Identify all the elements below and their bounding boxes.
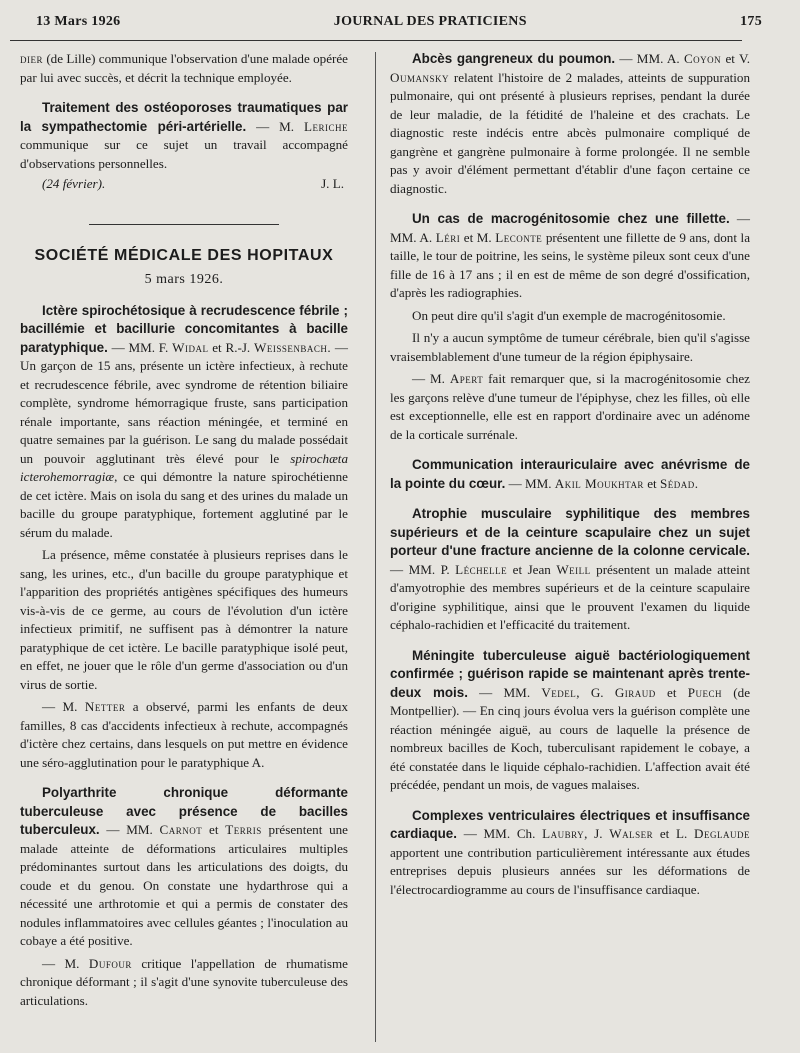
header-date: 13 Mars 1926 (36, 14, 121, 29)
macro-paragraph-2: On peut dire qu'il s'agit d'un exemple de macrogénitosomie. (412, 307, 726, 323)
column-divider (375, 52, 376, 1042)
article-polyarthrite: Polyarthrite chronique déformante tuberculeuse avec présence de bacilles tuberculeux. — MM. Carnot et Terris présentent une malade atteinte de déformations articulaires multiples prédominantes surtout dans les articulations des doigts, du coude et du genou. On constate une hydarthrose qui a nécessité une arthrotomie et qui a permis de constater des nodules inflammatoires avec cellules géantes ; l'inoculation au cobaye a été positive. (20, 785, 348, 948)
author-name: Terris (225, 822, 262, 837)
date-signature-row (20, 175, 348, 194)
author-name: Leriche (303, 118, 348, 134)
article-atrophie: Atrophie musculaire syphilitique des membres supérieurs et de la ceinture scapulaire chez un sujet porteur d'une fracture ancienne de la colonne cervicale. — MM. P. Léchelle et Jean Weill présentent un malade atteint d'amyotrophie des membres supérieurs et de la ceinture scapulaire d'origine syphilitique, ainsi que le prouvent l'examen du liquide céphalo-rachidien et l'efficacité du traitement. (390, 506, 750, 632)
author-name: Walser (609, 826, 654, 841)
article-title: Abcès gangreneux du poumon. (412, 51, 616, 66)
signature: J. L. (321, 176, 344, 191)
running-header (36, 14, 762, 40)
article-complexes: Complexes ventriculaires électriques et insuffisance cardiaque. — MM. Ch. Laubry, J. Walser et L. Deglaude apportent une contribution particulièrement intéressante aux études entreprises depuis plusieurs années sur les déformations de l'électrocardiogramme au cours de l'insuffisance cardiaque. (390, 807, 750, 897)
ictere-paragraph-3: — M. Netter a observé, parmi les enfants de deux familles, 8 cas d'accidents infectieux à rechute, accompagnés d'ictère chez certains, dans lesquels on put mettre en évidence une séro-agglutination pour le paratyphique A. (20, 699, 348, 770)
page-number: 175 (740, 14, 762, 29)
author-name: Léri (435, 229, 461, 245)
author-name: Sédad. (659, 475, 699, 491)
author-name: Deglaude (694, 826, 750, 841)
article-macrogenitosomie: Un cas de macrogénitosomie chez une fillette. — MM. A. Léri et M. Leconte présentent une fillette de 9 ans, dont la taille, le tour de poitrine, les seins, le système pileux sont ceux d'une fille de 16 à 17 ans ; il en est de même de son degré d'ossification, d'après les radiographies. (390, 211, 751, 300)
article-title: Communication interauriculaire avec anévrisme de la pointe du cœur. (390, 457, 750, 491)
journal-title: JOURNAL DES PRATICIENS (333, 14, 527, 29)
author-name: Coyon (683, 51, 722, 66)
author-name: Widal (172, 339, 209, 355)
author-name: Leconte (495, 229, 543, 245)
author-name: Vedel (541, 684, 577, 700)
article-title: Atrophie musculaire syphilitique des membres supérieurs et de la ceinture scapulaire chez un sujet porteur d'une fracture ancienne de la colonne cervicale. (390, 506, 750, 558)
macro-paragraph-3: Il n'y a aucun symptôme de tumeur cérébrale, bien qu'il s'agisse vraisemblablement d'une tumeur de la région épiphysaire. (390, 330, 750, 364)
date-note: (24 février). (42, 176, 106, 191)
author-name: Giraud (614, 684, 656, 700)
session-date: 5 mars 1926. (144, 272, 224, 287)
author-name: Weill (556, 561, 591, 577)
italic-term: spirochæta icterohemorragiæ (20, 450, 348, 484)
author-name: Léchelle (455, 561, 508, 577)
author-name: Akil Moukhtar (554, 475, 644, 491)
society-heading: SOCIÉTÉ MÉDICALE DES HOPITAUX (34, 246, 334, 264)
author-name: Laubry (542, 826, 585, 841)
article-ictere: Ictère spirochétosique à recrudescence fébrile ; bacillémie et bacillurie concomitantes à bacille paratyphique. — MM. F. Widal et R.-J. Weissenbach. — Un garçon de 15 ans, présente un ictère infectieux, à rechute et recrudescence fébrile, avec syndrome de rétention biliaire complète, syndrome hémorragique fruste, sans participation rénale importante, sans réaction méningée, et terminé en quatre semaines par la guérison. Le sang du malade possédait un pouvoir agglutinant très élevé pour le spirochæta icterohemorragiæ, ce qui démontre la nature spirochétienne de cet ictère. Mais on isola du sang et des urines du malade un bacille du groupe paratyphique, fortement agglutiné par le sérum du malade. (20, 302, 348, 540)
right-column (390, 50, 750, 899)
author-name: Netter (84, 699, 126, 714)
article-communication: Communication interauriculaire avec anévrisme de la pointe du cœur. — MM. Akil Moukhtar et Sédad. (390, 457, 750, 491)
intro-paragraph: dier (de Lille) communique l'observation d'une malade opérée par lui avec succès, et décrit la technique employée. (20, 51, 348, 85)
polyarthrite-paragraph-2: — M. Dufour critique l'appellation de rhumatisme chronique déformant ; il s'agit d'une synovite tuberculeuse des articulations. (20, 955, 348, 1008)
author-name: Apert (449, 371, 484, 386)
article-title: Un cas de macrogénitosomie chez une fillette. (412, 211, 730, 226)
left-column (20, 50, 348, 1010)
article-title: Ictère spirochétosique à recrudescence fébrile ; bacillémie et bacillurie concomitantes à bacille paratyphique. (20, 302, 348, 355)
macro-paragraph-4: — M. Apert fait remarquer que, si la macrogénitosomie chez les garçons relève d'une tumeur de l'épiphyse, chez les filles, où elle est exceptionnelle, elle est en rapport d'ordinaire avec un adénome de la corticale surrénale. (390, 371, 750, 442)
section-separator (89, 224, 279, 225)
article-osteoporoses: Traitement des ostéoporoses traumatiques par la sympathectomie péri-artérielle. — M. Leriche communique sur ce sujet un travail accompagné d'observations personnelles. (20, 100, 348, 171)
author-name: Carnot (159, 822, 203, 837)
article-title: Méningite tuberculeuse aiguë bactériologiquement confirmée ; guérison rapide se maintenant après trente-deux mois. (390, 647, 750, 700)
author-name: Dufour (88, 955, 132, 971)
ictere-paragraph-2: La présence, même constatée à plusieurs reprises dans le sang, les urines, etc., d'un bacille du groupe paratyphique et l'apparition des propriétés antigènes spécifiques des humeurs vis-à-vis de ce germe, au cours de l'évolution d'un ictère infectieux primitif, ne suffisent pas à démontrer la nature paratyphique de cet ictère. Le bacille paratyphique isolé peut, en effet, ne jouer que le rôle d'un germe d'association ou d'un virus de sortie. (20, 547, 348, 692)
author-name: Oumansky (390, 69, 449, 85)
author-name: Puech (687, 684, 723, 700)
author-name: Weissenbach. (253, 339, 332, 355)
article-meningite: Méningite tuberculeuse aiguë bactériologiquement confirmée ; guérison rapide se maintenant après trente-deux mois. — MM. Vedel, G. Giraud et Puech (de Montpellier). — En cinq jours évolua vers la guérison complète une réaction méningée aiguë, au cours de laquelle la présence de nombreux bacilles de Koch, tuberculisant rapidement le cobaye, a été constatée dans le liquide céphalo-rachidien. L'affection avait été précédée, pendant un mois, de vagues malaises. (390, 647, 750, 792)
article-abces: Abcès gangreneux du poumon. — MM. A. Coyon et V. Oumansky relatent l'histoire de 2 malades, atteints de suppuration pulmonaire, qui ont présenté à plusieurs reprises, pendant la durée de leur maladie, de la fétidité de l'haleine et des crachats. Le diagnostic reste indécis entre abcès pulmonaire compliqué de gangrène et gangrène pulmonaire à forme prolongée. Il ne semble pas y avoir d'élément permettant d'établir d'une façon certaine ce diagnostic. (390, 51, 750, 196)
author-name: dier (20, 51, 43, 66)
article-title: Complexes ventriculaires électriques et insuffisance cardiaque. (390, 807, 750, 841)
article-title: Polyarthrite chronique déformante tuberculeuse avec présence de bacilles tuberculeux. (20, 785, 348, 837)
article-title: Traitement des ostéoporoses traumatiques par la sympathectomie péri-artérielle. (20, 100, 348, 134)
header-rule (10, 40, 742, 41)
